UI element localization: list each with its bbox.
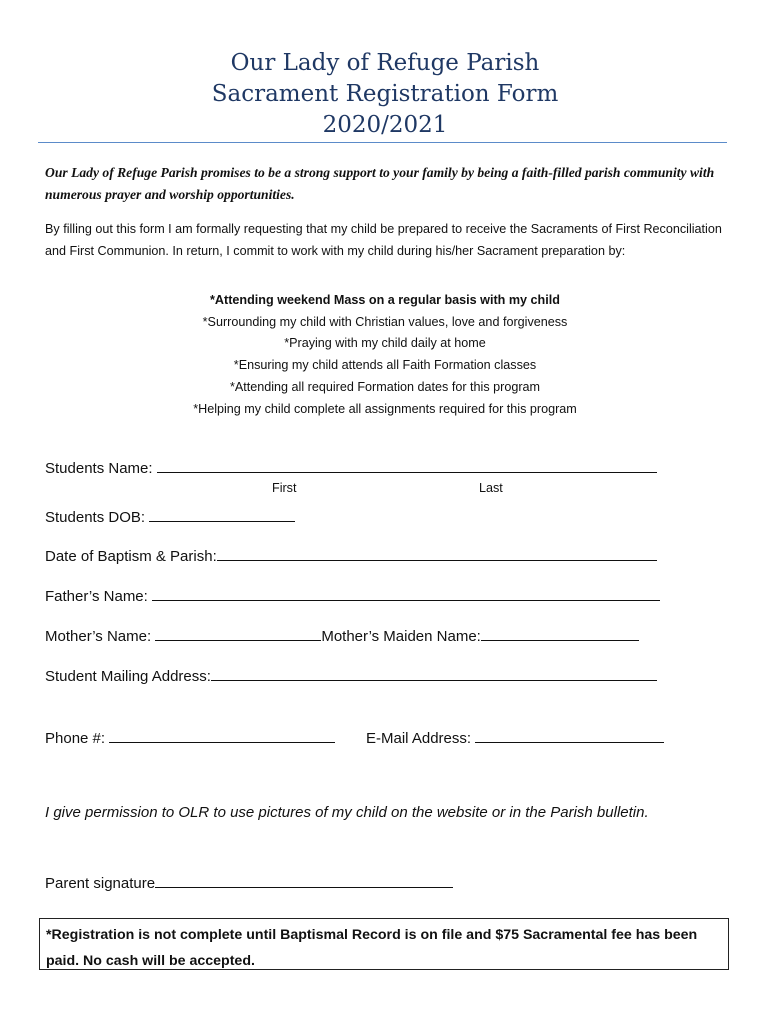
phone-row <box>45 728 335 749</box>
first-name-caption: First <box>272 481 297 495</box>
request-paragraph: By filling out this form I am formally requesting that my child be prepared to receive the Sacraments of First Reconciliation and First Communion. In return, I commit to work with my child during his/her Sacrament preparation by: <box>45 222 722 258</box>
address-field[interactable] <box>211 666 657 681</box>
commitment-item: *Ensuring my child attends all Faith Formation classes <box>233 358 537 373</box>
father-name-label: Father’s Name: <box>45 588 148 605</box>
email-label: E-Mail Address: <box>366 730 472 747</box>
parish-name: Our Lady of Refuge Parish <box>230 50 540 76</box>
father-row <box>45 586 660 607</box>
photo-permission-statement: I give permission to OLR to use pictures of my child on the website or in the Parish bulletin. <box>45 804 649 821</box>
email-field[interactable] <box>475 728 664 743</box>
student-name-label: Students Name: <box>45 460 153 477</box>
signature-field[interactable] <box>155 873 453 888</box>
mother-row <box>45 626 639 647</box>
phone-field[interactable] <box>109 728 335 743</box>
address-row <box>45 666 657 687</box>
signature-label: Parent signature <box>45 875 156 892</box>
student-dob-label: Students DOB: <box>45 509 146 526</box>
student-dob-field[interactable] <box>149 507 295 522</box>
intro-statement: Our Lady of Refuge Parish promises to be a strong support to your family by being a faith-filled parish community with numerous prayer and worship opportunities. <box>45 165 715 202</box>
commitment-item: *Attending all required Formation dates for this program <box>229 379 541 394</box>
mother-maiden-field[interactable] <box>481 626 639 641</box>
last-name-caption: Last <box>479 481 503 495</box>
baptism-row <box>45 546 657 567</box>
header-divider <box>38 142 727 143</box>
commitment-item: *Helping my child complete all assignments required for this program <box>193 401 577 416</box>
baptism-label: Date of Baptism & Parish: <box>45 548 217 565</box>
address-label: Student Mailing Address: <box>45 668 211 685</box>
signature-row <box>45 873 453 894</box>
email-row <box>366 728 664 749</box>
commitment-list <box>0 290 770 420</box>
commitment-item: *Praying with my child daily at home <box>284 336 486 351</box>
mother-maiden-label: Mother’s Maiden Name: <box>321 628 481 645</box>
student-dob-row <box>45 507 295 528</box>
form-title: Sacrament Registration Form <box>211 81 559 107</box>
mother-name-field[interactable] <box>155 626 321 641</box>
phone-label: Phone #: <box>45 730 106 747</box>
student-name-row <box>45 458 657 479</box>
registration-notice: *Registration is not complete until Baptismal Record is on file and $75 Sacramental fee has been paid. No cash will be accepted. <box>39 918 729 970</box>
student-name-field[interactable] <box>157 458 657 473</box>
commitment-item: *Surrounding my child with Christian values, love and forgiveness <box>202 314 568 329</box>
form-year: 2020/2021 <box>322 112 448 138</box>
father-name-field[interactable] <box>152 586 660 601</box>
commitment-item: *Attending weekend Mass on a regular basis with my child <box>210 293 560 307</box>
mother-name-label: Mother’s Name: <box>45 628 152 645</box>
baptism-field[interactable] <box>217 546 657 561</box>
